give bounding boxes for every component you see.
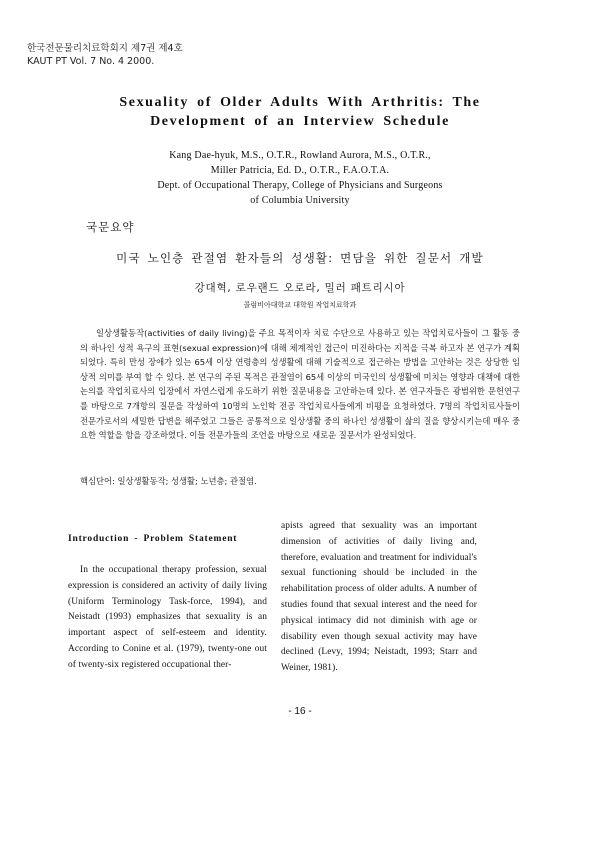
korean-abstract-heading: 국문요약 [86,220,135,234]
journal-header [27,42,183,68]
korean-title: 미국 노인층 관절염 환자들의 성생활: 면담을 위한 질문서 개발 [116,251,484,265]
intro-paragraph-left: In the occupational therapy profession, sexual expression is considered an activity of daily living (Uniform Terminology Task-force, 1994), and Neistadt (1993) emphasizes that sexuality is an important aspect of self-esteem and identity. According to Conine et al. (1979), twenty-one out of twenty-six registered occupational ther- [68,565,267,670]
author-line-2: Miller Patricia, Ed. D., O.T.R., F.A.O.T.A. [210,165,390,176]
affiliation-line-2: of Columbia University [250,195,350,206]
section-heading-introduction: Introduction - Problem Statement [68,534,238,544]
paper-title-line-1: Sexuality of Older Adults With Arthritis: The [119,95,481,110]
korean-authors: 강대혁, 로우랜드 오로라, 밀러 패트리시아 [194,282,406,294]
paper-title-line-2: Development of an Interview Schedule [150,114,450,129]
author-block [60,148,540,208]
paper-title [40,93,560,131]
intro-paragraph-right: apists agreed that sexuality was an important dimension of activities of daily living and, therefore, evaluation and treatment for individual's sexual functioning should be included in the rehabilitation process of older adults. A number of studies found that sexual interest and the need for physical intimacy did not diminish with age or disability even though sexual activity may have declined (Levy, 1994; Neistadt, 1993; Starr and Weiner, 1981). [281,521,477,674]
page-number: - 16 - [288,706,312,717]
korean-affiliation: 콜럼비아대학교 대학원 작업치료학과 [243,301,357,309]
right-column [281,519,477,677]
affiliation-line-1: Dept. of Occupational Therapy, College of Physicians and Surgeons [157,180,443,191]
keywords: 핵심단어: 일상생활동작; 성생활; 노년층; 관절염. [80,476,257,486]
korean-abstract-text: 일상생활동작(activities of daily living)을 주요 목적이자 치료 수단으로 사용하고 있는 작업치료사들이 그 활동 중의 하나인 성적 욕구의 표현(sexual expression)에 대해 체계적인 접근이 미진하다는 지적을 극복 하고자 본 연구가 계획되었다. 특히 만성 장애가 있는 65세 이상 연령층의 성생활에 대해 기술적으로 접근하는 방법을 고안하는 것은 상당한 임상적 의미를 부여 할 수 있다. 본 연구의 주된 목적은 관절염이 65세 이상의 미국인의 성생활에 미치는 영향과 대책에 대한 논의를 작업치료사의 입장에서 자연스럽게 유도하기 위한 질문내용을 고안하는데 있다. 본 연구자들은 광범위한 문헌연구를 바탕으로 7개항의 질문을 작성하여 10명의 노인학 전공 작업치료사들에게 비평을 요청하였다. 7명의 작업치료사들이 전문가로서의 세밀한 답변을 해주었고 그들은 공통적으로 일상생활 중의 하나인 성생활이 삶의 질을 향상시키는데 매우 중요한 역할을 함을 강조하였다. 이들 전문가들의 조언을 바탕으로 새로운 질문서가 완성되었다. [80,328,520,441]
left-column [68,534,267,674]
author-line-1: Kang Dae-hyuk, M.S., O.T.R., Rowland Aurora, M.S., O.T.R., [169,150,431,161]
journal-header-korean: 한국전문물리치료학회지 제7권 제4호 [27,43,183,54]
journal-header-volume: KAUT PT Vol. 7 No. 4 2000. [27,56,155,67]
